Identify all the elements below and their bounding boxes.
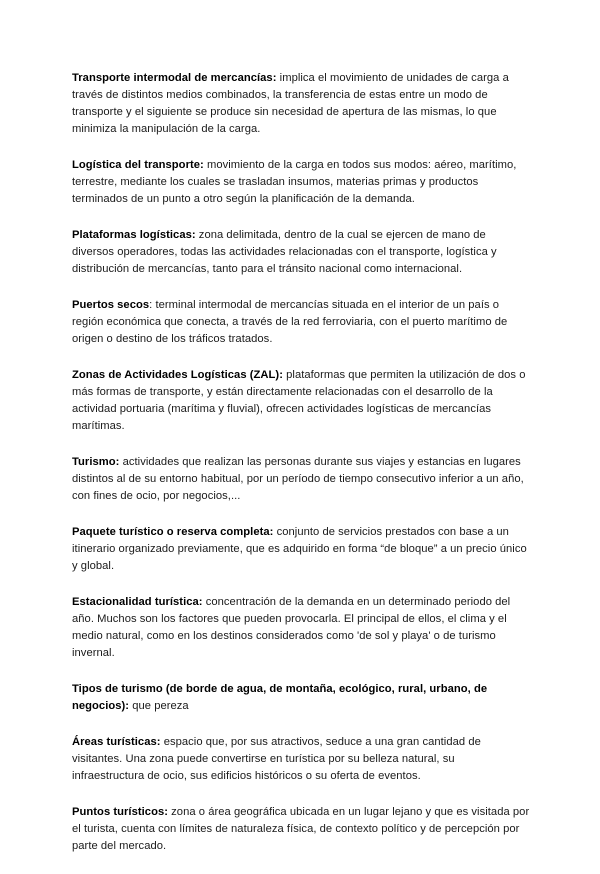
glossary-entry-transporte-intermodal <box>72 70 530 138</box>
glossary-entry-puertos-secos <box>72 297 530 348</box>
glossary-entry-paquete-turistico <box>72 524 530 575</box>
glossary-entry-areas-turisticas <box>72 734 530 785</box>
glossary-entry-puntos-turisticos <box>72 804 530 855</box>
entry-definition: plataformas que permiten la utilización de dos o más formas de transporte, y están directamente relacionadas con el desarrollo de la actividad portuaria (marítima y fluvial), ofrecen actividades logísticas de mercancías marítimas. <box>72 369 526 432</box>
entry-definition: actividades que realizan las personas durante sus viajes y estancias en lugares distintos al de su entorno habitual, por un período de tiempo consecutivo inferior a un año, con fines de ocio, por negocios,... <box>72 456 524 502</box>
entry-definition: conjunto de servicios prestados con base a un itinerario organizado previamente, que es adquirido en forma “de bloque” a un precio único y global. <box>72 526 527 572</box>
entry-definition: movimiento de la carga en todos sus modos: aéreo, marítimo, terrestre, mediante los cuales se trasladan insumos, materias primas y productos terminados de un punto a otro según la planificación de la demanda. <box>72 159 517 205</box>
entry-definition: que pereza <box>129 700 189 712</box>
entry-term: Estacionalidad turística: <box>72 596 203 608</box>
entry-term: Paquete turístico o reserva completa: <box>72 526 274 538</box>
entry-term: Logística del transporte: <box>72 159 204 171</box>
glossary-entry-tipos-turismo <box>72 681 530 715</box>
entry-term: Transporte intermodal de mercancías: <box>72 72 277 84</box>
glossary-content <box>72 70 530 874</box>
entry-definition: concentración de la demanda en un determinado periodo del año. Muchos son los factores que pueden provocarla. El principal de ellos, el clima y el medio natural, como en los destinos considerados como 'de sol y playa' o de turismo invernal. <box>72 596 511 659</box>
entry-term: Puertos secos <box>72 299 150 311</box>
glossary-entry-plataformas-logisticas <box>72 227 530 278</box>
glossary-entry-turismo <box>72 454 530 505</box>
entry-term: Áreas turísticas: <box>72 736 161 748</box>
glossary-entry-logistica-transporte <box>72 157 530 208</box>
entry-term: Tipos de turismo (de borde de agua, de montaña, ecológico, rural, urbano, de negocios): <box>72 683 488 712</box>
glossary-entry-estacionalidad <box>72 594 530 662</box>
entry-term: Puntos turísticos: <box>72 806 168 818</box>
entry-term: Plataformas logísticas: <box>72 229 196 241</box>
entry-term: Zonas de Actividades Logísticas (ZAL): <box>72 369 283 381</box>
entry-definition: zona o área geográfica ubicada en un lugar lejano y que es visitada por el turista, cuenta con límites de naturaleza física, de contexto político y de percepción por parte del mercado. <box>72 806 530 852</box>
entry-definition: : terminal intermodal de mercancías situada en el interior de un país o región económica que conecta, a través de la red ferroviaria, con el puerto marítimo de origen o destino de los tráficos tratados. <box>72 299 508 345</box>
entry-definition: zona delimitada, dentro de la cual se ejercen de mano de diversos operadores, todas las actividades relacionadas con el transporte, logística y distribución de mercancías, tanto para el tránsito nacional como internacional. <box>72 229 497 275</box>
entry-term: Turismo: <box>72 456 120 468</box>
entry-definition: espacio que, por sus atractivos, seduce a una gran cantidad de visitantes. Una zona puede convertirse en turística por su belleza natural, su infraestructura de ocio, sus edificios históricos o su oferta de eventos. <box>72 736 481 782</box>
entry-definition: implica el movimiento de unidades de carga a través de distintos medios combinados, la transferencia de estas entre un modo de transporte y el siguiente se produce sin necesidad de apertura de las mismas, lo que minimiza la manipulación de la carga. <box>72 72 509 135</box>
glossary-entry-zal <box>72 367 530 435</box>
